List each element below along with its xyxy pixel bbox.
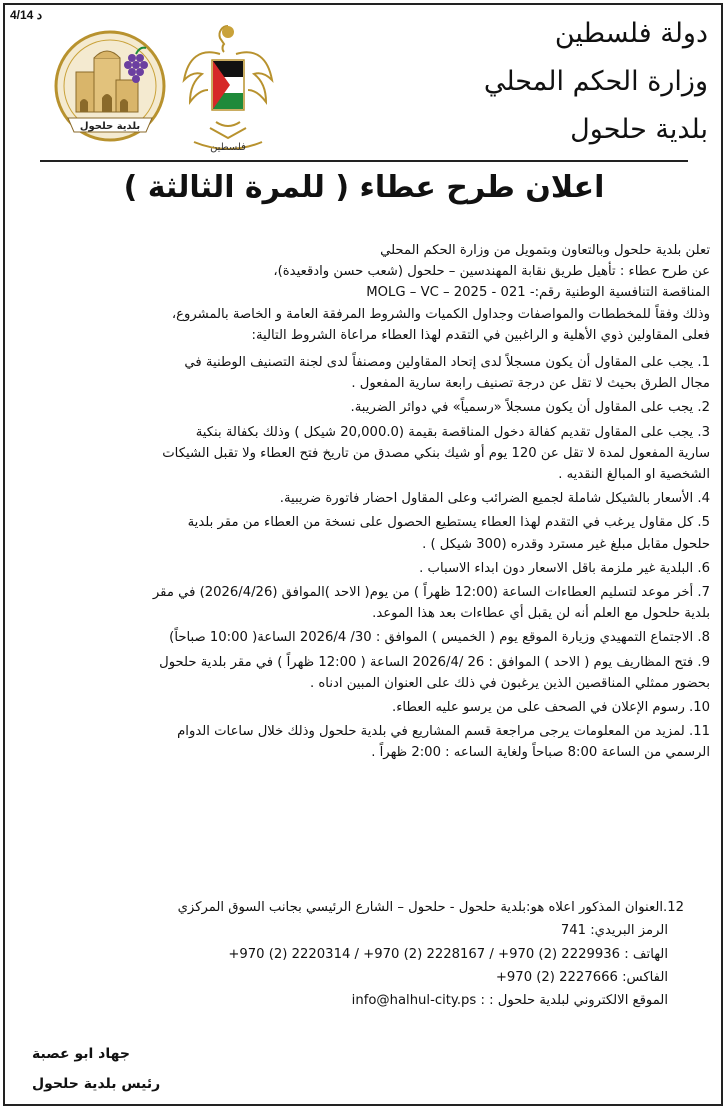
website-line: [20, 989, 684, 1012]
condition-item: [14, 352, 710, 394]
halhul-municipality-logo-icon: [50, 28, 170, 148]
condition-line: حلحول مقابل مبلغ غير مسترد وقدره (300 شيكل ) .: [422, 536, 710, 552]
condition-line: 8. الاجتماع التمهيدي وزيارة الموقع يوم ( الخميس ) الموافق : 30/ 2026/4 الساعة( 10:00 صباحاً): [169, 630, 710, 646]
condition-line: 6. البلدية غير ملزمة باقل الاسعار دون ابداء الاسباب .: [419, 560, 710, 576]
condition-item: [14, 652, 710, 694]
address-line: 12.العنوان المذكور اعلاه هو:بلدية حلحول - حلحول – الشارع الرئيسي بجانب السوق المركزي: [177, 900, 684, 915]
condition-item: [14, 582, 710, 624]
header-ministry: وزارة الحكم المحلي: [483, 66, 708, 97]
condition-line: 3. يجب على المقاول تقديم كفالة دخول المناقصة بقيمة (20,000.0 شيكل ) وذلك بكفالة بنكية: [195, 424, 710, 440]
phone-label: الهاتف :: [624, 946, 668, 962]
announcement-body: [14, 240, 710, 767]
condition-line: 4. الأسعار بالشيكل شاملة لجميع الضرائب وعلى المقاول احضار فاتورة ضريبية.: [279, 491, 710, 507]
condition-line: 1. يجب على المقاول أن يكون مسجلاً لدى إتحاد المقاولين ومصنفاً لدى لجنة التصنيف الوطنية في: [184, 355, 710, 371]
postal-label: الرمز البريدي:: [590, 923, 668, 939]
intro-line: تعلن بلدية حلحول وبالتعاون وبتمويل من وزارة الحكم المحلي: [380, 243, 710, 258]
condition-line: الرسمي من الساعة 8:00 صباحاً ولغاية الساعه : 2:00 ظهراً .: [371, 745, 710, 761]
condition-item: [14, 397, 710, 418]
intro-line: المناقصة التنافسية الوطنية رقم:- MOLG – VC – 2025 - 021: [366, 285, 710, 301]
intro-line: فعلى المقاولين ذوي الأهلية و الراغبين في التقدم لهذا العطاء مراعاة الشروط التالية:: [251, 327, 710, 343]
condition-item: [14, 627, 710, 648]
palestine-eagle-emblem-icon: [180, 18, 276, 156]
condition-line: 10. رسوم الإعلان في الصحف على من يرسو عليه العطاء.: [392, 700, 710, 716]
condition-line: سارية المفعول لمدة لا تقل عن 120 يوم أو شيك بنكي مصدق من تاريخ فتح العطاء ولا تقبل الشيكات: [162, 445, 710, 461]
document-code: 4/14 د: [10, 8, 43, 22]
intro-line: وذلك وفقاً للمخططات والمواصفات وجداول الكميات والشروط المرفقة العامة و الخاصة بالمشروع،: [171, 306, 710, 322]
condition-line: 7. أخر موعد لتسليم العطاءات الساعة (12:00 ظهراً ) من يوم( الاحد )الموافق (2026/4/26) في مقر: [152, 585, 710, 601]
postal-line: [20, 919, 684, 942]
condition-line: بحضور ممثلي المناقصين الذين يرغبون في ذلك على العنوان المبين ادناه .: [310, 675, 710, 691]
condition-line: بلدية حلحول مع العلم أنه لن يقبل أي عطاءات بعد هذا الموعد.: [372, 606, 710, 622]
header-municipality: بلدية حلحول: [570, 114, 708, 145]
halhul-logo-caption: بلدية حلحول: [79, 121, 141, 132]
postal-code: 741: [560, 923, 586, 939]
header-state: دولة فلسطين: [554, 18, 708, 49]
website-label: الموقع الالكتروني لبلدية حلحول : :: [480, 993, 668, 1009]
signatory-name: جهاد ابو عصبة: [32, 1046, 130, 1062]
header-divider: [40, 160, 688, 162]
condition-line: مجال الطرق بحيث لا تقل عن درجة تصنيف رابعة سارية المفعول .: [351, 376, 710, 392]
intro-line: عن طرح عطاء : تأهيل طريق نقابة المهندسين – حلحول (شعب حسن وادقعيدة)،: [273, 264, 710, 280]
condition-line: 2. يجب على المقاول أن يكون مسجلاً «رسمياً» في دوائر الضريبة.: [350, 400, 710, 416]
phone-numbers: +970 (2) 2220314 / +970 (2) 2228167 / +970 (2) 2229936: [228, 946, 621, 962]
condition-item: [14, 512, 710, 554]
announcement-title: اعلان طرح عطاء ( للمرة الثالثة ): [123, 170, 605, 205]
fax-line: [20, 966, 684, 989]
condition-line: 5. كل مقاول يرغب في التقدم لهذا العطاء يستطيع الحصول على نسخة من العطاء من مقر بلدية: [187, 515, 710, 531]
condition-item: [14, 697, 710, 718]
phone-line: [20, 943, 684, 966]
fax-label: الفاكس:: [622, 969, 668, 985]
condition-line: 11. لمزيد من المعلومات يرجى مراجعة قسم المشاريع في بلدية حلحول وذلك خلال ساعات الدوام: [177, 724, 710, 740]
contact-block: [20, 896, 684, 1012]
condition-item: [14, 721, 710, 763]
condition-item: [14, 558, 710, 579]
condition-line: الشخصية او المبالغ النقديه .: [558, 467, 710, 483]
condition-item: [14, 488, 710, 509]
condition-item: [14, 422, 710, 486]
email-link[interactable]: info@halhul-city.ps: [351, 993, 477, 1009]
eagle-caption: فلسطين: [210, 142, 246, 153]
fax-number: +970 (2) 2227666: [495, 969, 618, 985]
signatory-role: رئيس بلدية حلحول: [32, 1076, 161, 1092]
conditions-list: [14, 352, 710, 764]
condition-line: 9. فتح المظاريف يوم ( الاحد ) الموافق : 26 /2026/4 الساعة ( 12:00 ظهراً ) في مقر بلدية حلحول: [159, 654, 710, 670]
